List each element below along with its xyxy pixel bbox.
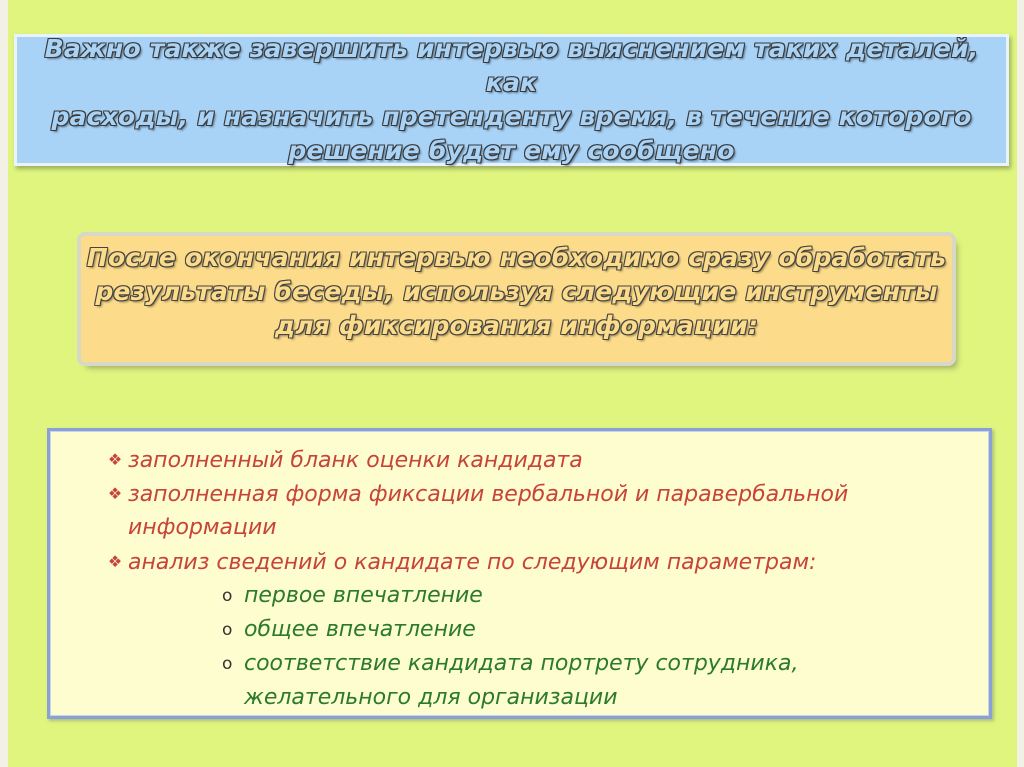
- sub-list-item: [222, 579, 483, 613]
- list-item-text: заполненная форма фиксации вербальной и паравербальной: [128, 482, 849, 507]
- sub-list-item-text: первое впечатление: [244, 583, 483, 608]
- top-box-text: [17, 32, 1006, 168]
- sub-list-item: [222, 613, 476, 647]
- list-item: [102, 477, 848, 512]
- diamond-bullet-icon: ❖: [107, 484, 123, 503]
- sub-list-item-continuation-text: желательного для организации: [244, 685, 618, 710]
- list-item-continuation: [128, 511, 277, 545]
- sub-list-item-text: соответствие кандидата портрету сотрудника,: [244, 651, 799, 676]
- list-item: [102, 443, 583, 478]
- top-box-line-1: Важно также завершить интервью выяснением таких деталей, как: [44, 34, 979, 97]
- diamond-bullet-icon: ❖: [107, 552, 123, 571]
- circle-bullet-icon: o: [222, 586, 233, 606]
- middle-text-box: [81, 236, 952, 362]
- sub-list-item: [222, 647, 798, 681]
- slide-frame-left: [0, 0, 8, 767]
- top-text-box: [14, 34, 1009, 166]
- middle-box-line-3: для фиксирования информации:: [274, 311, 759, 340]
- list-item-text: анализ сведений о кандидате по следующим параметрам:: [128, 550, 817, 575]
- top-box-line-2: расходы, и назначить претенденту время, в течение которого: [51, 102, 972, 131]
- middle-box-line-2: результаты беседы, используя следующие инструменты: [95, 277, 938, 306]
- top-box-line-3: решение будет ему сообщено: [288, 136, 735, 165]
- circle-bullet-icon: o: [222, 620, 233, 640]
- middle-box-line-1: После окончания интервью необходимо сразу обработать: [86, 243, 947, 272]
- circle-bullet-icon: o: [222, 654, 233, 674]
- sub-list-item-continuation: [244, 681, 618, 715]
- diamond-bullet-icon: ❖: [107, 450, 123, 469]
- list-item-text: заполненный бланк оценки кандидата: [128, 448, 583, 473]
- instruments-list-box: [47, 428, 992, 719]
- middle-box-text: [87, 241, 946, 343]
- list-item-continuation-text: информации: [128, 515, 277, 540]
- instruments-list: [50, 431, 989, 716]
- slide-frame-right: [1017, 0, 1024, 767]
- list-item: [102, 545, 816, 580]
- sub-list-item-text: общее впечатление: [244, 617, 476, 642]
